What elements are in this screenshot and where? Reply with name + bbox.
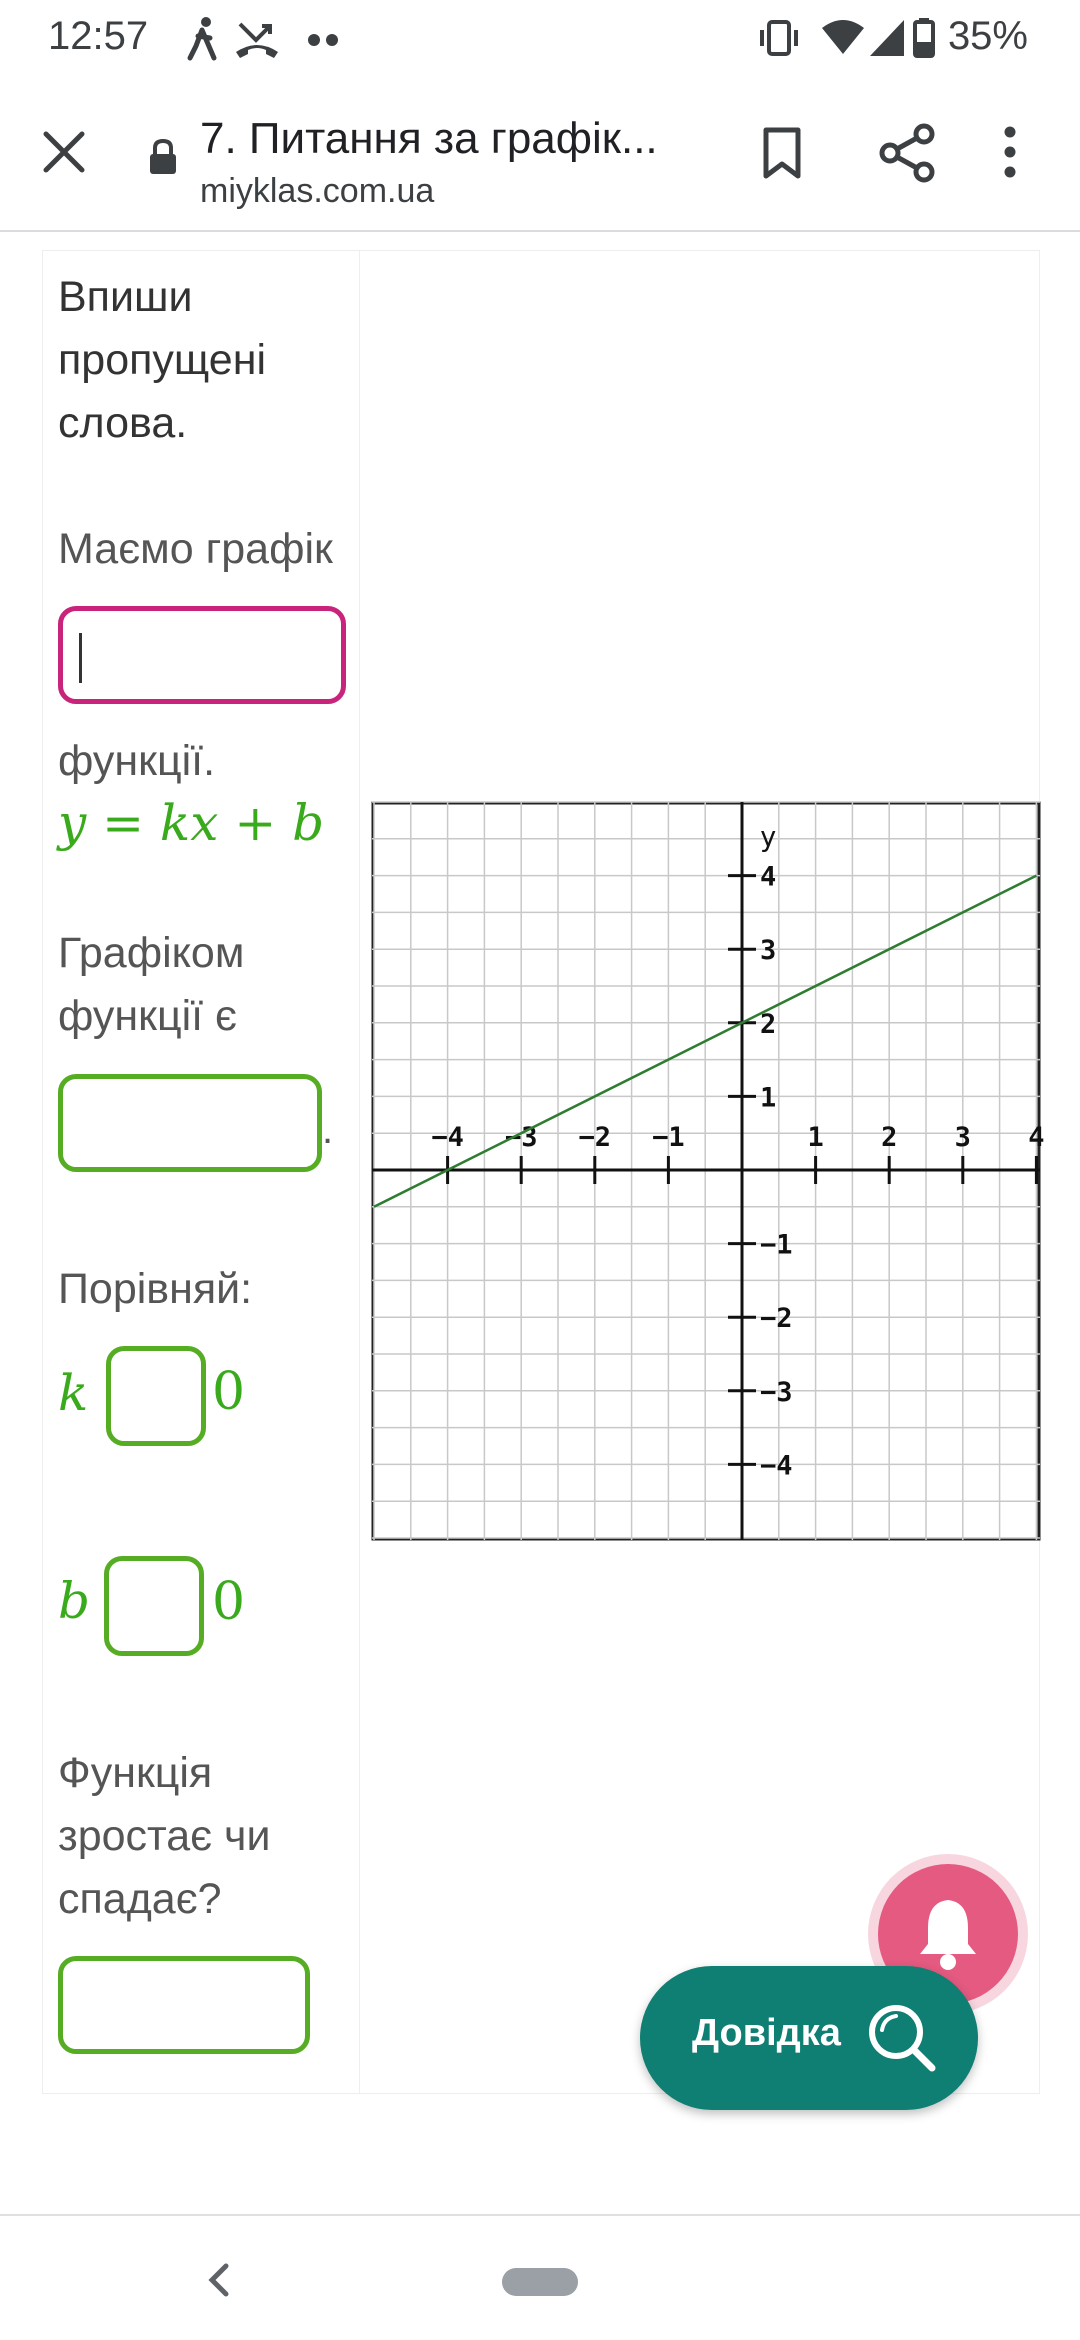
help-button-label: Довідка [692, 2012, 841, 2054]
vibrate-icon [758, 16, 800, 60]
back-icon[interactable] [204, 2260, 234, 2300]
more-dots-icon [306, 16, 342, 60]
y-tick-label: −4 [760, 1450, 793, 1482]
lock-icon [148, 138, 178, 176]
x-tick-label: 1 [807, 1122, 824, 1153]
signal-icon [868, 16, 908, 60]
home-pill[interactable] [502, 2268, 578, 2296]
instruction-line-1: Впиши [58, 273, 193, 321]
x-tick-label: −2 [578, 1122, 612, 1153]
k-compare-input[interactable] [106, 1346, 206, 1446]
page-url[interactable]: miyklas.com.ua [200, 172, 435, 210]
question-line-1: Функція [58, 1749, 213, 1797]
missed-call-icon [234, 16, 280, 60]
graph-type-input[interactable] [58, 606, 346, 704]
y-tick-label: 1 [760, 1082, 777, 1114]
b-label: b [58, 1572, 91, 1630]
sentence-1-after: функції. [58, 737, 216, 785]
battery-percent: 35% [947, 14, 1028, 58]
page-title[interactable]: 7. Питання за графік... [200, 114, 658, 163]
status-bar [0, 0, 1080, 84]
x-tick-label: 4 [1028, 1122, 1045, 1153]
sentence-2-line-1: Графіком [58, 929, 245, 977]
y-tick-label: −2 [760, 1303, 793, 1335]
instruction-line-3: слова. [58, 399, 188, 447]
formula: y = kx + b [58, 794, 325, 852]
y-axis-label: y [759, 820, 777, 853]
x-tick-label: −3 [504, 1122, 538, 1153]
k-zero: 0 [212, 1362, 246, 1422]
bell-icon [914, 1894, 982, 1974]
system-nav-bar [0, 2214, 1080, 2340]
walk-icon [184, 16, 224, 60]
close-icon[interactable] [38, 126, 90, 178]
period: . [322, 1108, 334, 1152]
text-caret [79, 633, 82, 683]
browser-toolbar [0, 84, 1080, 232]
k-label: k [58, 1364, 89, 1422]
y-tick-label: 2 [760, 1008, 777, 1040]
y-tick-label: −1 [760, 1229, 793, 1261]
y-tick-label: 3 [760, 935, 777, 967]
graph-shape-input[interactable] [58, 1074, 322, 1172]
b-compare-input[interactable] [104, 1556, 204, 1656]
wifi-icon [820, 16, 866, 60]
share-icon[interactable] [880, 124, 936, 182]
x-tick-label: 2 [881, 1122, 898, 1153]
status-time: 12:57 [48, 14, 149, 58]
compare-label: Порівняй: [58, 1265, 253, 1313]
y-tick-label: 4 [760, 861, 777, 893]
question-line-3: спадає? [58, 1875, 222, 1923]
sentence-2-line-2: функції є [58, 992, 237, 1040]
battery-icon [912, 16, 938, 60]
question-line-2: зростає чи [58, 1812, 271, 1860]
x-tick-label: 3 [954, 1122, 971, 1153]
x-tick-label: −1 [652, 1122, 685, 1153]
x-tick-label: −4 [431, 1122, 464, 1153]
y-tick-label: −3 [760, 1376, 793, 1408]
sentence-1: Маємо графік [58, 525, 333, 573]
help-button[interactable] [640, 1966, 978, 2110]
function-graph [372, 802, 1045, 1540]
more-vert-icon[interactable] [1000, 124, 1020, 180]
search-icon [864, 2000, 940, 2076]
monotonicity-input[interactable] [58, 1956, 310, 2054]
b-zero: 0 [212, 1572, 246, 1632]
bookmark-icon[interactable] [760, 126, 804, 180]
instruction-line-2: пропущені [58, 336, 267, 384]
